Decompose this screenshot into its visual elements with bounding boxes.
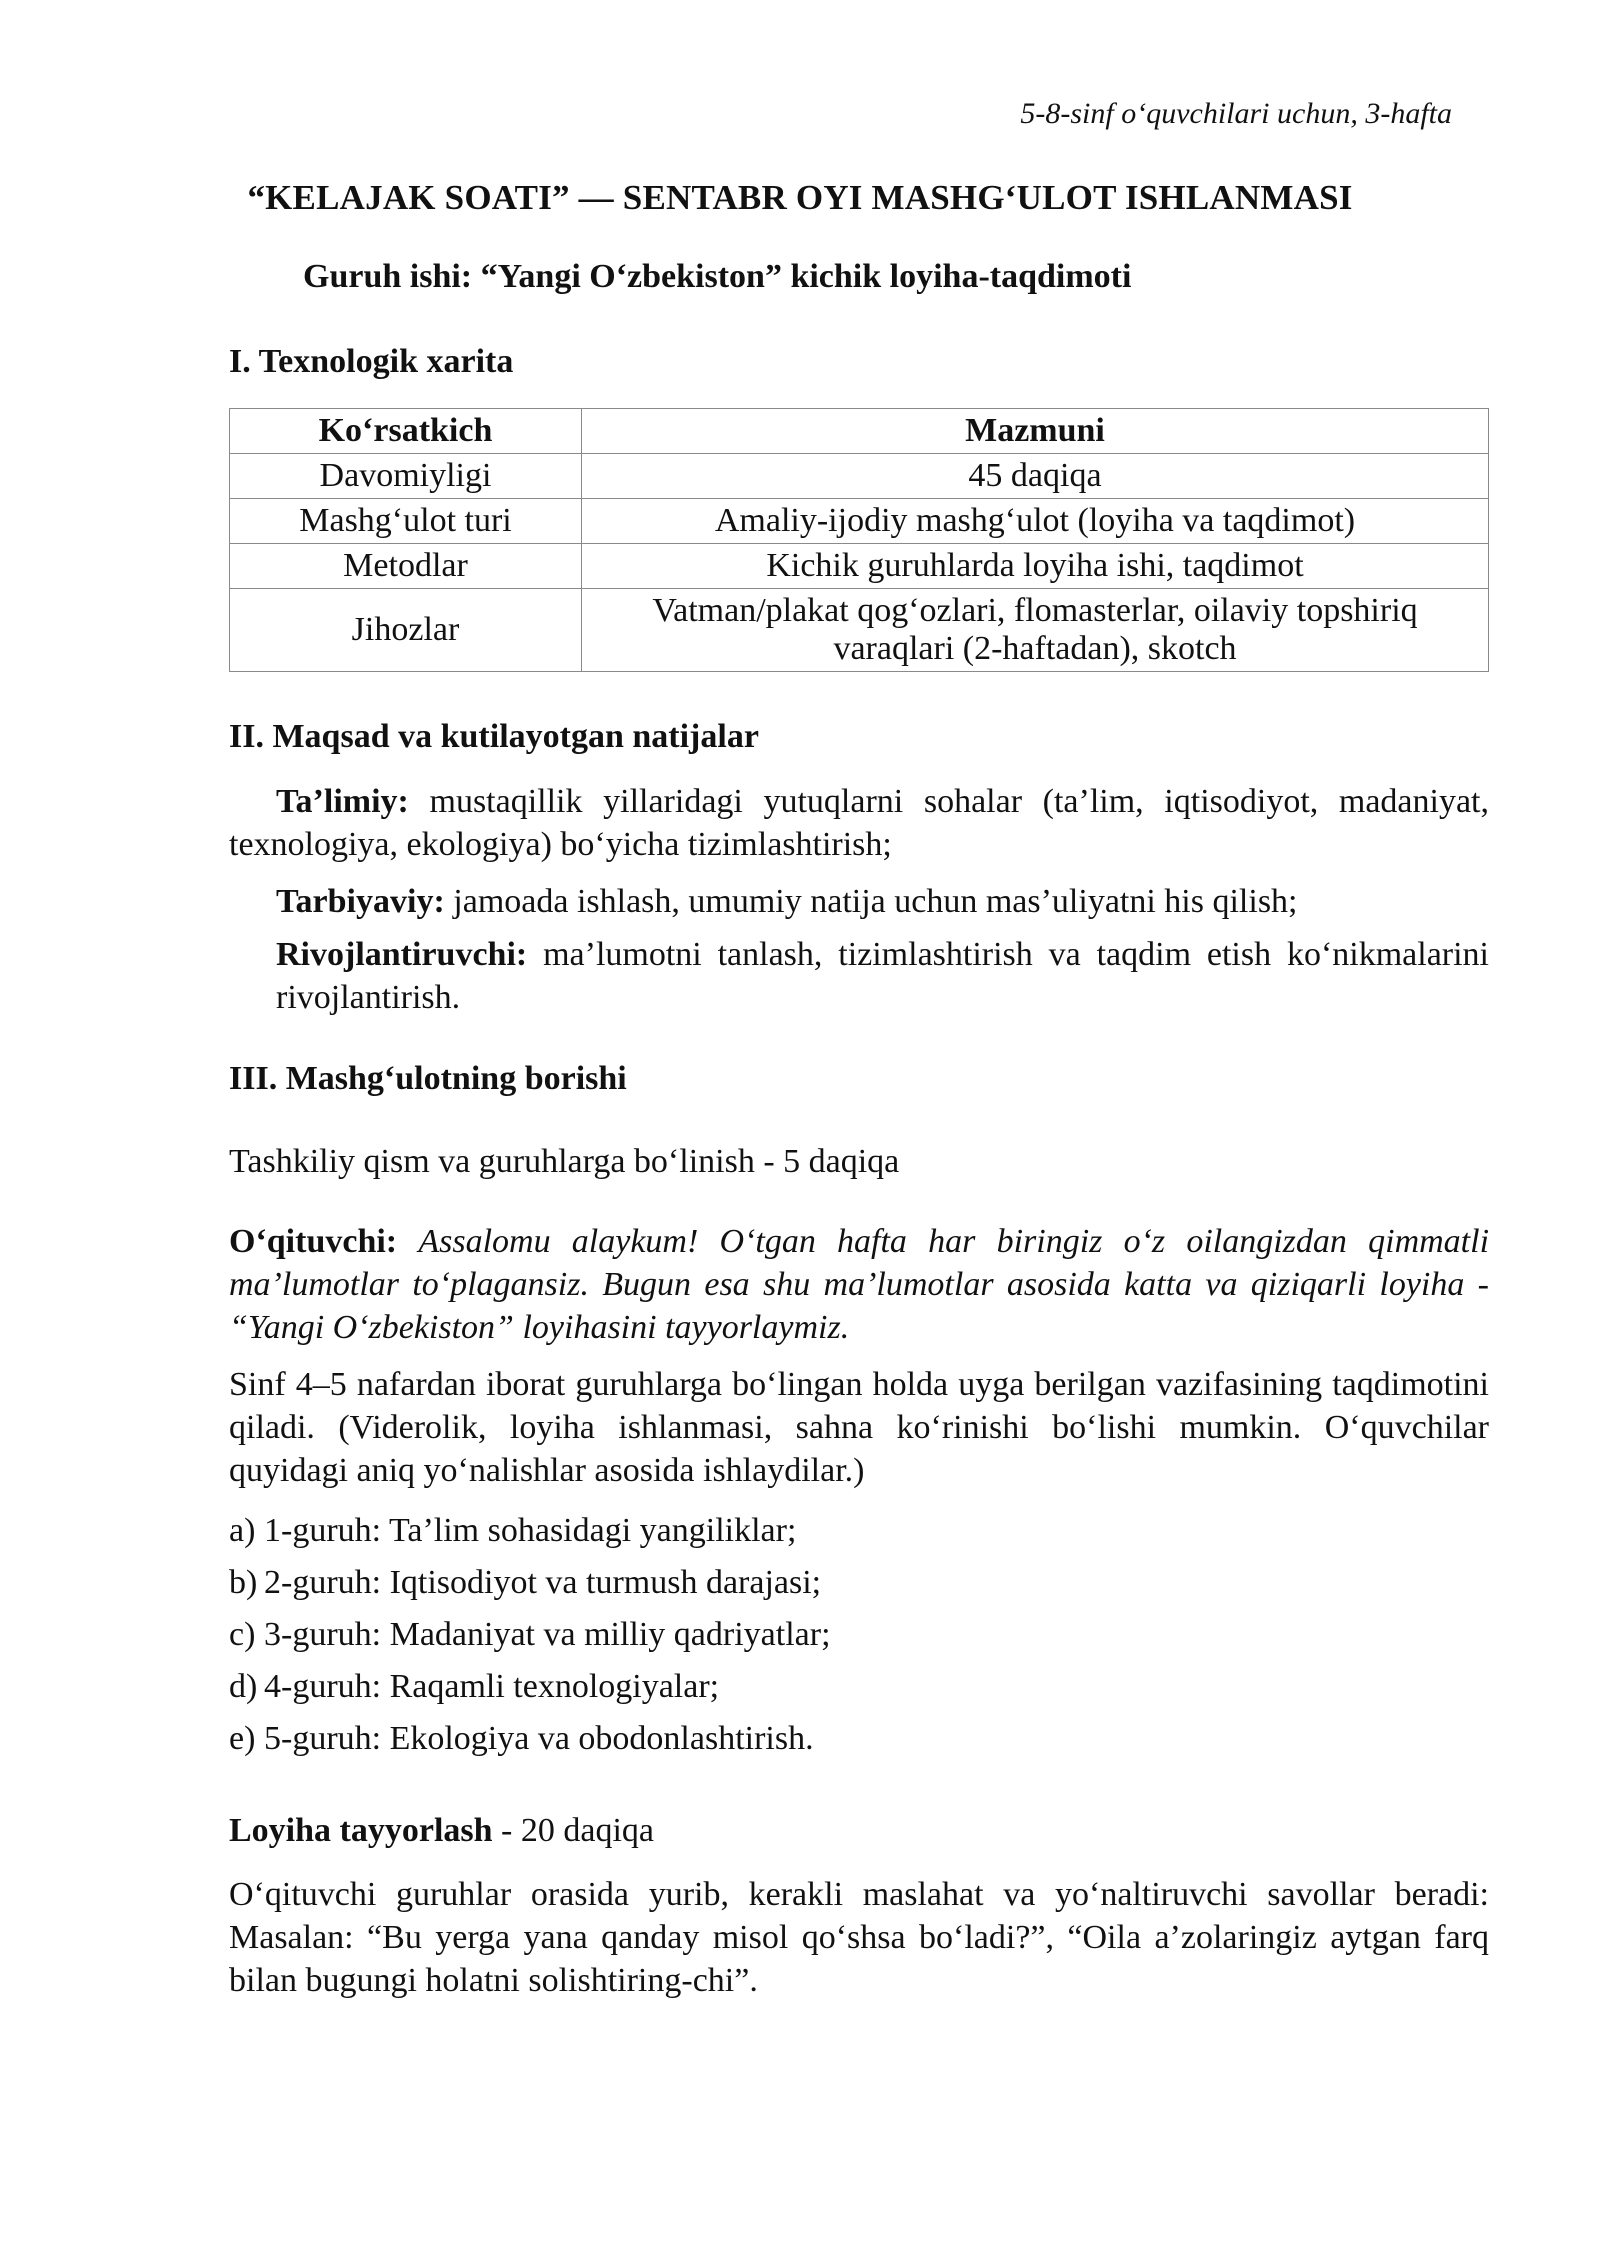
goal-label: Tarbiyaviy: (276, 883, 445, 920)
table-cell: Mashg‘ulot turi (230, 499, 582, 544)
goal-text: jamoada ishlash, umumiy natija uchun mas’uliyatni his qilish; (453, 883, 1298, 920)
table-header-row (230, 409, 1489, 454)
stage-project-preparation (229, 1812, 654, 1850)
list-item (229, 1505, 831, 1557)
stage-organizational: Tashkiliy qism va guruhlarga bo‘linish - 5 daqiqa (229, 1143, 900, 1180)
goal-label: Ta’limiy: (276, 783, 409, 820)
table-header-cell: Ko‘rsatkich (230, 409, 582, 454)
list-item-text: 4-guruh: Raqamli texnologiyalar; (264, 1668, 720, 1705)
table-cell: Kichik guruhlarda loyiha ishi, taqdimot (582, 544, 1489, 589)
project-preparation-paragraph: O‘qituvchi guruhlar orasida yurib, kerakli maslahat va yo‘naltiruvchi savollar beradi: Masalan: “Bu yerga yana qanday misol qo‘shsa bo‘ladi?”, “Oila a’zolaringiz aytgan farq bilan bugungi holatni solishtiring-chi”. (229, 1876, 1489, 1999)
goal-text: ma’lumotni tanlash, tizimlashtirish va taqdim etish ko‘nikmalarini rivojlantirish. (276, 936, 1490, 1016)
table-cell: Vatman/plakat qog‘ozlari, flomasterlar, oilaviy topshiriq varaqlari (2-haftadan), skotch (582, 589, 1489, 672)
list-item (229, 1713, 831, 1765)
table-row (230, 544, 1489, 589)
list-marker: b) (229, 1564, 258, 1601)
list-item-text: 3-guruh: Madaniyat va milliy qadriyatlar; (264, 1616, 831, 1653)
teacher-speech-paragraph (229, 1220, 1489, 1349)
table-row (230, 454, 1489, 499)
document-title: “KELAJAK SOATI” — SENTABR OYI MASHG‘ULOT ISHLANMASI (247, 178, 1353, 217)
goal-upbringing (276, 880, 1489, 923)
document-subtitle: Guruh ishi: “Yangi O‘zbekiston” kichik loyiha-taqdimoti (303, 258, 1132, 295)
table-cell: Jihozlar (230, 589, 582, 672)
section-heading-goals: II. Maqsad va kutilayotgan natijalar (229, 718, 759, 755)
teacher-speech: Assalomu alaykum! O‘tgan hafta har biringiz o‘z oilangizdan qimmatli ma’lumotlar to‘plagansiz. Bugun esa shu ma’lumotlar asosida katta va qiziqarli loyiha - “Yangi O‘zbekiston” loyihasini tayyorlaymiz. (229, 1223, 1490, 1346)
class-instruction-paragraph: Sinf 4–5 nafardan iborat guruhlarga bo‘lingan holda uyga berilgan vazifasining taqdimotini qiladi. (Viderolik, loyiha ishlanmasi, sahna ko‘rinishi bo‘lishi mumkin. O‘quvchilar quyidagi aniq yo‘nalishlar asosida ishlaydilar.) (229, 1366, 1489, 1489)
list-item (229, 1609, 831, 1661)
list-marker: a) (229, 1512, 256, 1549)
technological-map-table (229, 408, 1489, 672)
list-item (229, 1661, 831, 1713)
table-row (230, 589, 1489, 672)
list-marker: c) (229, 1616, 256, 1653)
group-list (229, 1505, 831, 1765)
table-cell: 45 daqiqa (582, 454, 1489, 499)
list-marker: d) (229, 1668, 258, 1705)
teacher-label: O‘qituvchi: (229, 1223, 398, 1260)
section-heading-technological-map: I. Texnologik xarita (229, 343, 514, 380)
list-item-text: 2-guruh: Iqtisodiyot va turmush darajasi; (264, 1564, 822, 1601)
table-cell: Davomiyligi (230, 454, 582, 499)
list-item (229, 1557, 831, 1609)
list-item-text: 5-guruh: Ekologiya va obodonlashtirish. (264, 1720, 814, 1757)
list-marker: e) (229, 1720, 256, 1757)
section-heading-course: III. Mashg‘ulotning borishi (229, 1060, 627, 1097)
goal-label: Rivojlantiruvchi: (276, 936, 528, 973)
table-cell: Metodlar (230, 544, 582, 589)
table-header-cell: Mazmuni (582, 409, 1489, 454)
goal-educational (229, 780, 1489, 866)
stage-time: - 20 daqiqa (492, 1812, 654, 1849)
table-row (230, 499, 1489, 544)
stage-label: Loyiha tayyorlash (229, 1812, 493, 1849)
list-item-text: 1-guruh: Ta’lim sohasidagi yangiliklar; (264, 1512, 797, 1549)
running-head: 5-8-sinf o‘quvchilari uchun, 3-hafta (1020, 97, 1452, 130)
goal-developmental (276, 933, 1489, 1019)
goal-text: mustaqillik yillaridagi yutuqlarni sohalar (ta’lim, iqtisodiyot, madaniyat, texnologiya, ekologiya) bo‘yicha tizimlashtirish; (229, 783, 1490, 863)
table-cell: Amaliy-ijodiy mashg‘ulot (loyiha va taqdimot) (582, 499, 1489, 544)
